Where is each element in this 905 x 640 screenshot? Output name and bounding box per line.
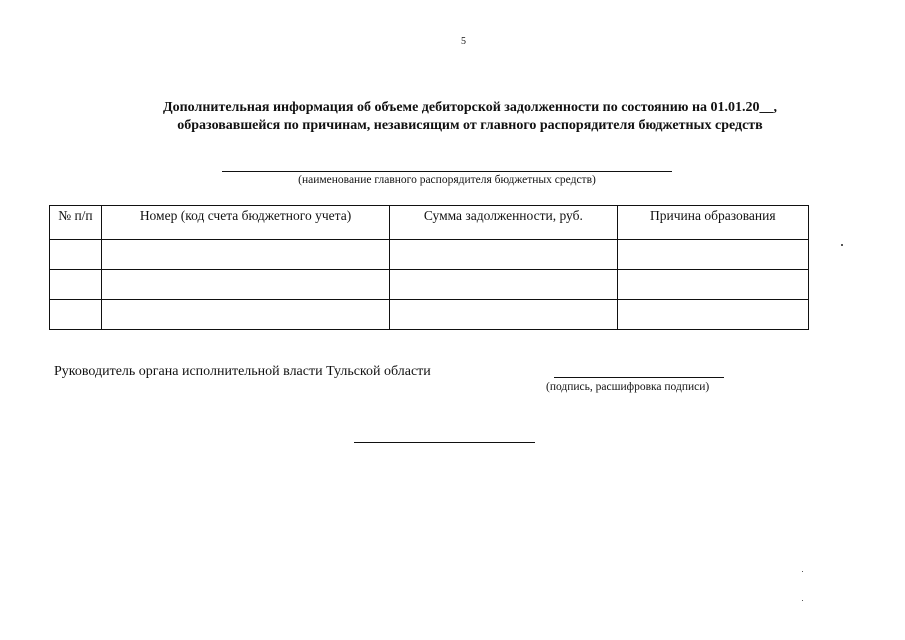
signature-caption: (подпись, расшифровка подписи) (546, 381, 710, 393)
table-cell (617, 240, 808, 270)
header-debt-amount: Сумма задолженности, руб. (390, 206, 617, 240)
page-number: 5 (461, 36, 466, 47)
table-cell (101, 270, 389, 300)
header-reason: Причина образования (617, 206, 808, 240)
scan-speck (802, 571, 803, 572)
table-row (50, 240, 809, 270)
organization-name-line (222, 171, 672, 172)
table-cell (101, 240, 389, 270)
table-cell (617, 300, 808, 330)
scan-speck (841, 244, 843, 246)
header-account-code: Номер (код счета бюджетного учета) (101, 206, 389, 240)
table-cell (50, 300, 102, 330)
table-cell (390, 270, 617, 300)
table-cell (101, 300, 389, 330)
table-row (50, 270, 809, 300)
table-cell (50, 240, 102, 270)
title-line-2: образовавшейся по причинам, независящим от главного распорядителя бюджетных средств (177, 118, 763, 133)
table-cell (617, 270, 808, 300)
bottom-rule (354, 442, 535, 443)
table-row (50, 300, 809, 330)
table-header-row (50, 206, 809, 240)
table-cell (390, 240, 617, 270)
head-of-authority-title: Руководитель органа исполнительной власти Тульской области (54, 364, 431, 379)
table-cell (390, 300, 617, 330)
debt-table (49, 205, 809, 330)
signature-line (554, 377, 724, 378)
document-title (100, 99, 840, 135)
title-line-1: Дополнительная информация об объеме дебиторской задолженности по состоянию на 01.01.20__, (162, 100, 778, 115)
header-number: № п/п (50, 206, 102, 240)
scan-speck (802, 600, 803, 601)
organization-name-caption: (наименование главного распорядителя бюджетных средств) (298, 174, 596, 186)
table-cell (50, 270, 102, 300)
